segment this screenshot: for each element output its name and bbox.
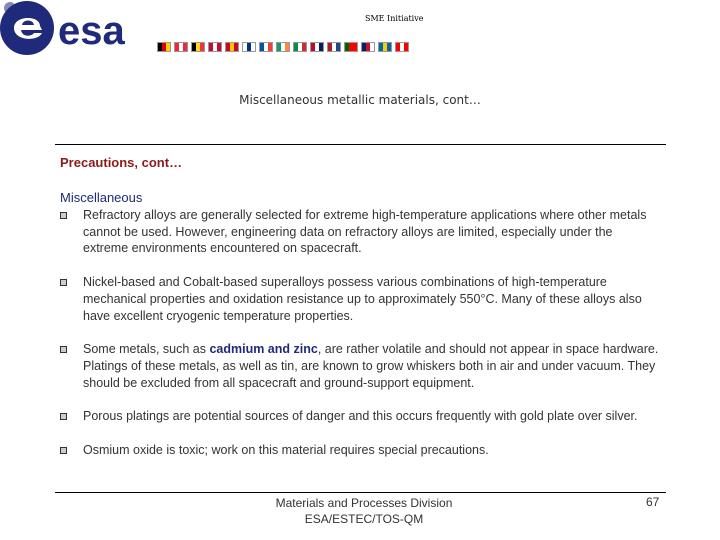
bullet-emphasis: cadmium and zinc (209, 342, 318, 357)
flag-icon (395, 42, 409, 52)
sme-initiative-label: SME Initiative (365, 14, 424, 23)
bullet-text: Refractory alloys are generally selected for extreme high-temperature applications where other metals cannot be used. However, engineering data on refractory alloys are limited, especially under the extreme environments encountered on spacecraft. (83, 207, 647, 256)
flag-icon (225, 42, 239, 52)
logo-dot (4, 2, 16, 14)
bullet-text-part: , are rather volatile and should not appear in space hardware. Platings of these metals, as well as tin, are known to grow whiskers both in air and under vacuum. They should be excluded from all spacecraft and ground-support equipment. (83, 342, 659, 390)
bullet-text: Nickel-based and Cobalt-based superalloys possess various combinations of high-temperature mechanical properties and oxidation resistance up to approximately 550°C. Many of these alloys also have excellent cryogenic temperature properties. (83, 274, 642, 323)
checkbox-bullet-icon (60, 413, 67, 420)
flag-icon (276, 42, 290, 52)
footer-division: Materials and Processes Division (275, 496, 453, 510)
bullet-text: Porous platings are potential sources of danger and this occurs frequently with gold plate over silver. (83, 409, 638, 424)
flag-icon (310, 42, 324, 52)
checkbox-bullet-icon (60, 212, 67, 219)
flag-icon (157, 42, 171, 52)
bullet-text: Osmium oxide is toxic; work on this material requires special precautions. (83, 442, 489, 457)
checkbox-bullet-icon (60, 346, 67, 353)
flag-icon (293, 42, 307, 52)
top-divider (55, 144, 666, 145)
flag-icon (259, 42, 273, 52)
list-item (60, 207, 660, 257)
flag-icon (208, 42, 222, 52)
list-item (60, 274, 660, 324)
flag-strip (157, 42, 409, 52)
footer (0, 495, 720, 527)
page-title: Miscellaneous metallic materials, cont… (239, 93, 481, 107)
flag-icon (242, 42, 256, 52)
logo-text: esa (58, 9, 125, 53)
flag-icon (361, 42, 375, 52)
bottom-divider (55, 492, 666, 493)
flag-icon (327, 42, 341, 52)
flag-icon (344, 42, 358, 52)
flag-icon (174, 42, 188, 52)
flag-icon (378, 42, 392, 52)
page-number: 67 (646, 495, 660, 509)
bullet-text-part: Some metals, such as (83, 342, 210, 357)
flag-icon (191, 42, 205, 52)
esa-logo (0, 0, 160, 60)
sub-heading: Miscellaneous (60, 190, 143, 205)
checkbox-bullet-icon (60, 279, 67, 286)
footer-department: ESA/ESTEC/TOS-QM (304, 512, 424, 526)
section-title: Precautions, cont… (60, 155, 183, 170)
bullet-text (83, 341, 660, 391)
list-item (60, 341, 660, 391)
list-item (60, 442, 660, 459)
list-item (60, 408, 660, 425)
checkbox-bullet-icon (60, 447, 67, 454)
content-body (60, 190, 660, 459)
